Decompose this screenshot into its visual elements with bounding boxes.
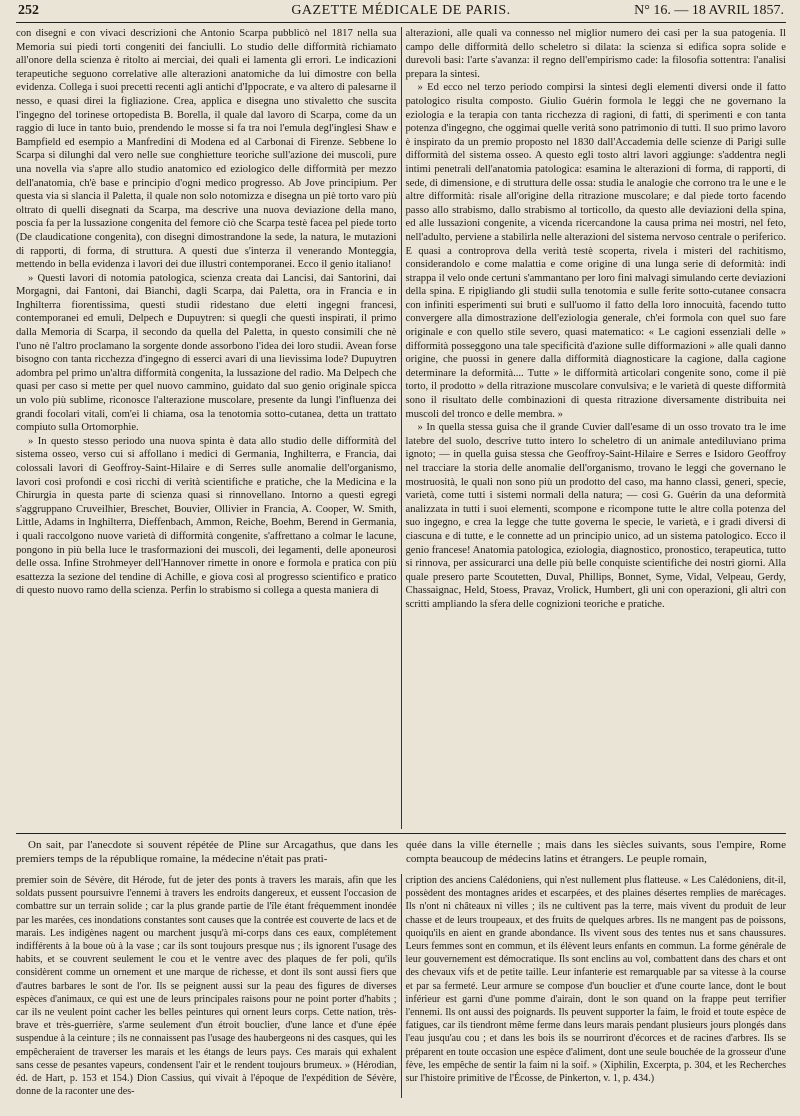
issue-date: N° 16. — 18 AVRIL 1857. — [634, 3, 784, 18]
journal-title: GAZETTE MÉDICALE DE PARIS. — [291, 3, 511, 18]
feuilleton-intro-right: quée dans la ville éternelle ; mais dans les siècles suivants, sous l'empire, Rome compta beaucoup de médecins latins et étrangers. Le peuple romain, — [406, 839, 786, 865]
article-paragraph: » In questo stesso periodo una nuova spinta è data allo studio delle difformità del sistema osseo, verso cui si affollano i medici di Germania, Inghilterra, e Francia, dai colossali lavori di Geoffroy-Saint-Hilaire e di Serres sulle anomalie dell'organismo, lavori così profondi e così ricchi di verità scientifiche e pratiche, che la Medicina e la Chirurgia in questa parte di scienza quasi si rinnovellano. Intorno a questi egregi s'aggruppano Cruveilhier, Breschet, Bouvier, Ollivier in Francia, A. Cooper, W. Smith, Little, Adams in Inghilterra, Dieffenbach, Ammon, Reiche, Boehm, Berend in Germania, i quali raccolgono nuove varietà di difformità congenite, s'affrettano a colmar le lacune, pongono in più bella luce le trasformazioni dei muscoli, dei legamenti, delle aponeurosi delle ossa. Infine Strohmeyer dell'Hannover rimette in onore e formola e pratica con più esattezza la sezione del tendine di Achille, e giova così al progresso scientifico e pratico di questo nuovo ramo della scienza. Perfin lo strabismo si collega a questa maniera di — [16, 435, 397, 597]
page-header — [16, 0, 786, 23]
article-paragraph: » Ed ecco nel terzo periodo compirsi la sintesi degli elementi diversi onde il fatto patologico risulta composto. Giulio Guérin formola le leggi che ne governano la eziologia e la terapia con tanta ricchezza di ragioni, di fatti, di sperimenti e con tanta potenza d'ingegno, che oggimai quelle verità sono patrimonio di tutti. Il suo primo lavoro è inspirato da un premio proposto nel 1830 dall'Accademia delle scienze di Parigi sulle difformità del sistema osseo. A questo egli tosto altri lavori aggiunge: s'addentra negli intimi penetrali dell'anatomia patologica: esamina le alterazioni di forma, di rapporti, di sede, di dimensione, e di struttura delle ossa: studia le analogie che corrono tra le une e le altre difformità: risale all'origine della ritrazione muscolare; e dal piede torto facendo passo allo strabismo, dallo strabismo al torticollo, da questo alle deviazioni della spina, ed alle lussazioni congenite, a vicenda ricercandone la causa prima nei mostri, nel feto, nell'adulto, perviene a stabilirla nelle alterazioni del sistema nervoso centrale o periferico. E quasi a controprova della verità testè scoperta, rivela i misteri del rachitismo, considerandolo e come malattia e come origine di una lunga serie di deformità: indi strappa il velo onde certuni s'ammantano per loro fini malvagi simulando certe deviazioni della spina. E ripigliando gli studii sulla tenotomia e sulle ferite sotto-cutanee consacra con infiniti esperimenti sui bruti e sull'uomo il fatto della loro innocuità, facendo tutto convergere alla dimostrazione dell'eziologia generale, ch'ei formola con quel suo fare originale e con quello stile severo, quasi matematico: « Le cagioni essenziali delle » difformità posseggono una tale specificità d'azione sulle difformazioni » alle quali danno origine, che puossi in genere dalla difformità diagnosticare la cagione, dalla cagione determinare la deformità.... Tutte » le difformità articolari congenite sono, come il piè torto, il prodotto » della ritrazione muscolare convulsiva; e le varietà di queste difformità sono il risultato delle combinazioni di questa ritrazione diversamente distribuita nei muscoli del tronco e delle membra. » — [405, 82, 786, 420]
article-paragraph: » Questi lavori di notomia patologica, scienza creata dai Lancisi, dai Santorini, dai Morgagni, dai Fantoni, dai Bianchi, dagli Scarpa, dai Paletta, ora in Francia e in Inghilterra fiorentissima, questi studii ridestano due eletti ingegni francesi, contemporanei ed emuli, Delpech e Dupuytren: sì quegli che questi inspirati, il primo dalla Memoria di Scarpa, il secondo da quella del Paletta, in questo consimili che nè l'uno nè l'altro proclamano la sorgente donde assorbono l'idea dei loro studii. Avean forse bisogno con tanta ricchezza d'ingegno di esserci avari di una lievissima lode? Dupuytren adombra pel primo un'altra difformità congenita, la lussazione del radio. Ma Delpech che quasi per caso si mette per quel nuovo cammino, guidato dal suo genio originale spicca un volo più sublime, riconosce l'alterazione muscolare, presente da lungi l'influenza dei grandi focolari vitali, com'ei li chiama, osa la tenotomia sotto-cutanea, detta un trattato compiuto sulla Ortomorphie. — [16, 272, 397, 434]
feuilleton-intro — [16, 838, 786, 866]
feuilleton-divider — [16, 833, 786, 834]
feuilleton-paragraph: premier soin de Sévère, dit Hérode, fut de jeter des ponts à travers les marais, afin que les soldats pussent poursuivre l'ennemi à travers les endroits dangereux, et eussent l'occasion de combattre sur un terrain solide ; car la plus grande partie de l'île étant fréquemment inondée par les marées, ces inondations constantes sont causes que la contrée est couverte de lacs et de marais. Les indigènes nagent ou marchent jusqu'à mi-corps dans ces eaux, complétement indifférents à la boue où à la vase ; car ils sont toujours presque nus ; ils ignorent l'usage des habits, et se couvrent seulement le cou et le ventre avec des plaques de fer poli, qu'ils considèrent comme un ornement et une marque de richesse, et dont ils sont aussi fiers que d'autres barbares le sont de l'or. Ils se peignent aussi sur la peau des figures de diverses espèces d'animaux, ce qui est une de leurs principales raisons pour ne point porter d'habits ; car ils ne veulent point cacher les belles peintures qui ornent leurs corps. Cette nation, très-brave et très-guerrière, s'arme seulement d'un étroit bouclier, d'une lance et d'une épée suspendue à la ceinture ; ils ne connaissent pas l'usage des haubergeons ni des casques, qui les empêcheraient de traverser les marais et les étangs de leurs pays. Ces marais qui exhalent sans cesse de pesantes vapeurs, condensent l'air et le rendent toujours brumeux. » (Hérodian, éd. de Hart, p. 153 et 154.) Dion Cassius, qui vivait à l'époque de l'expédition de Sévère, donne de la raconter une des- — [16, 875, 397, 1098]
article-paragraph: alterazioni, alle quali va connesso nel miglior numero dei casi per la sua patogenia. Il campo delle difformità dello scheletro si dilata: la scienza si edifica sopra solide e durevoli basi: l'arte s'avanza: il regno dell'empirismo cade: la filosofia sottentra: l'analisi prepara la sintesi. — [405, 28, 786, 80]
page-number: 252 — [18, 3, 39, 18]
article-column-left — [16, 27, 397, 829]
article-paragraph: con disegni e con vivaci descrizioni che Antonio Scarpa pubblicò nel 1817 nella sua Memoria sui piedi torti congeniti dei fanciulli. Lo studio delle difformità richiamato all'onore della scienza è ritolto ai merciai, dei quali ei lamenta gli errori. Le indicazioni terapeutiche seguono correlative alle alterazioni anatomiche da lui dimostre con bella evidenza. Collega i suoi precetti recenti agli antichi d'Ippocrate, e va altero di palesarne il nesso, e quasi direi la figliazione. Crea, applica e disegna uno stivaletto che suscita l'ingegno del torinese ortopedista B. Borella, il quale dal lavoro di Scarpa, come da un raggio di luce in tanto buio, prendendo le mosse si fa tra noi l'emula degl'inglesi Shaw e Bampfield ed esempio a Manfredini di Modena ed al Carbonai di Firenze. Sebbene lo Scarpa si dilunghi dal vero nelle sue conghietture teoriche sull'azione dei muscoli, pure una novella via s'apre allo studio anatomico ed eziologico delle difformità per mezzo dell'anatomia, ch'è base e principio d'ogni medico progresso. Ab Jove principium. Per questa via si slancia il Paletta, il quale non solo notomizza e disegna un piè torto varo più oltrato di quelli disegnati da Scarpa, ma descrive una nuova deviazione della mano, poscia fa per la lussazione congenita del femore ciò che Scarpa testè facea pel piede torto (De claudicatione congenita), con disegni dimostrandone la sede, la natura, le mutazioni di rapporti, di forma, di struttura. A questi due s'interza il venerando Monteggia, mettendo in bella evidenza i lavori dei due illustri contemporanei. Ecco il genio italiano! — [16, 28, 397, 271]
feuilleton-intro-left: On sait, par l'anecdote si souvent répétée de Pline sur Arcagathus, que dans les premiers temps de la république romaine, la médecine n'était pas prati- — [16, 839, 398, 865]
article-columns — [16, 27, 786, 829]
feuilleton-column-left — [16, 874, 397, 1098]
feuilleton-column-right — [406, 874, 787, 1098]
article-column-right — [406, 27, 787, 829]
column-divider — [401, 874, 402, 1098]
feuilleton-columns — [16, 874, 786, 1098]
article-paragraph: » In quella stessa guisa che il grande Cuvier dall'esame di un osso trovato tra le ime latebre del suolo, descrive tutto intero lo scheletro di un animale antediluviano prima ignoto; — in quella guisa stessa che Geoffroy-Saint-Hilaire e Serres e Isidoro Geoffroy nel tracciare la storia delle anomalie dell'organismo, trovano le leggi che governano le mostruosità, le quali non sono più un prodotto del caso, ma hanno classi, generi, specie, varietà, come tutti i sistemi normali della natura; — così G. Guérin da una deformità analizzata in tutti i suoi elementi, scompone e ricompone tutte le altre colla potenza del suo ingegno, e crea la legge che tutte governa le specie, le varietà, e i gradi diversi di ciascuna e di tutte, e le connette ad un principio unico, ad un sistema patologico. Ecco il genio francese! Anatomia patologica, eziologia, diagnostico, pronostico, terapeutica, tutto si rinnova, per assicurarci una delle più belle conquiste scientifiche dei nostri giorni. Alla quale presero parte Scoutetten, Duval, Phillips, Bonnet, Syme, Vidal, Velpeau, Gerdy, Chassaignac, Held, Stoess, Pravaz, Vrolick, Humbert, gli uni con operazioni, gli altri con scritti ampliando la sfera delle cognizioni teoriche e pratiche. — [405, 422, 786, 610]
feuilleton-paragraph: cription des anciens Calédoniens, qui n'est nullement plus flatteuse. « Les Calédoniens, dit-il, possèdent des montagnes arides et escarpées, et des plaines désertes remplies de marécages. Ils n'ont ni châteaux ni villes ; ils ne cultivent pas la terre, mais vivent du produit de leur chasse et de leurs troupeaux, et des fruits de quelques arbres. Ils ne mangent pas de poissons, quoiqu'ils en aient en grande abondance. Ils vivent sous des tentes nus et sans chaussures. Leurs femmes sont en commun, et ils élèvent leurs enfants en commun. La forme générale de leur gouvernement est démocratique. Ils sont enclins au vol, combattent dans des chars et ont des chevaux vifs et de petite taille. Leur infanterie est remarquable par sa vitesse à la course et par sa fermeté. Leur armure se compose d'un bouclier et d'une courte lance, dont le bout inférieur est garni d'une pomme d'airain, dont le son quand on la frappe peut terrifier l'ennemi. Ils ont aussi des poignards. Ils peuvent supporter la faim, le froid et toute espèce de fatigues, car ils tiendront même ferme dans leurs marais pendant plusieurs jours plongés dans l'eau jusqu'au cou ; et dans les bois ils se nourriront d'écorces et de racines d'arbres. Ils se préparent en toute occasion une espèce d'aliment, dont une seule bouchée de la grosseur d'une fève, les empêche de sentir la faim ni la soif. » (Xiphilin, Excerpta, p. 304, et les Recherches sur l'histoire primitive de l'Écosse, de Pinkerton, v. 1, p. 434.) — [405, 875, 786, 1085]
column-divider — [401, 27, 402, 829]
